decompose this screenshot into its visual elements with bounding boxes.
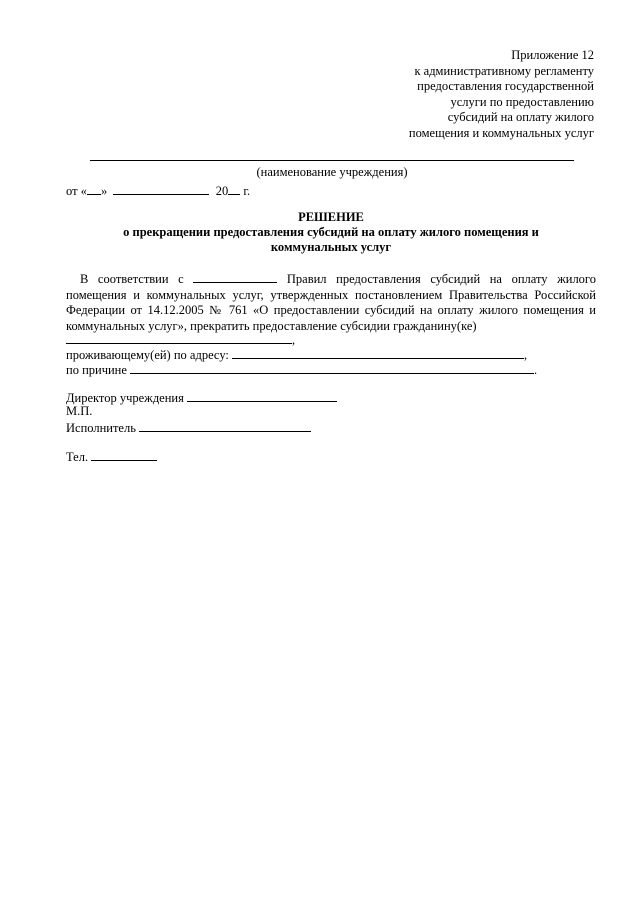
document-title: [66, 210, 596, 255]
date-suffix: г.: [243, 184, 251, 198]
appendix-line: предоставления государственной: [417, 79, 594, 93]
director-signature-field[interactable]: [187, 389, 337, 402]
director-label: Директор учреждения: [66, 391, 184, 405]
stamp-line: [66, 404, 92, 419]
date-month-field[interactable]: [113, 182, 209, 195]
paragraph-start: В соответствии с: [80, 272, 184, 286]
phone-field[interactable]: [91, 448, 157, 461]
institution-name-field[interactable]: [90, 160, 574, 161]
date-year-field[interactable]: [228, 182, 240, 195]
phone-line: [66, 448, 157, 465]
phone-label: Тел.: [66, 450, 89, 464]
date-line: [66, 182, 250, 199]
executor-line: [66, 419, 311, 436]
institution-caption: (наименование учреждения): [256, 165, 408, 179]
executor-label: Исполнитель: [66, 421, 136, 435]
reason-label: по причине: [66, 363, 127, 377]
appendix-header: [409, 48, 594, 141]
executor-signature-field[interactable]: [139, 419, 311, 432]
title-line: РЕШЕНИЕ: [298, 210, 364, 224]
paragraph-rest: Правил предоставления субсидий на оплату жилого помещения и коммунальных услуг, утвержденных постановлением Правительства Российской Федерации от 14.12.2005 № 761 «О предоставлении субсидий на оплату жилого помещения и коммунальных услуг», прекратить предоставление субсидии гражданину(ке): [66, 272, 596, 333]
title-line: коммунальных услуг: [270, 240, 392, 254]
director-line: [66, 389, 337, 406]
date-day-field[interactable]: [87, 182, 101, 195]
date-prefix: от «: [66, 184, 87, 198]
decision-body: [66, 270, 596, 334]
address-field[interactable]: [232, 346, 524, 359]
citizen-comma: ,: [292, 333, 296, 347]
date-year-prefix: 20: [215, 184, 229, 198]
appendix-line: помещения и коммунальных услуг: [408, 125, 594, 140]
address-comma: ,: [524, 348, 528, 362]
reason-line: [66, 361, 537, 378]
appendix-line: к административному регламенту: [414, 63, 594, 78]
title-line: о прекращении предоставления субсидий на оплату жилого помещения и: [123, 225, 539, 239]
stamp-label: М.П.: [66, 404, 93, 418]
date-mid: »: [100, 184, 108, 198]
citizen-name-field[interactable]: [66, 331, 292, 344]
appendix-line: услуги по предоставлению: [450, 94, 594, 109]
basis-field[interactable]: [193, 270, 277, 283]
reason-field[interactable]: [130, 361, 534, 374]
decision-paragraph: [66, 270, 596, 334]
address-label: проживающему(ей) по адресу:: [66, 348, 229, 362]
appendix-line: Приложение 12: [511, 48, 594, 62]
reason-period: .: [534, 363, 538, 377]
appendix-line: субсидий на оплату жилого: [447, 110, 594, 124]
